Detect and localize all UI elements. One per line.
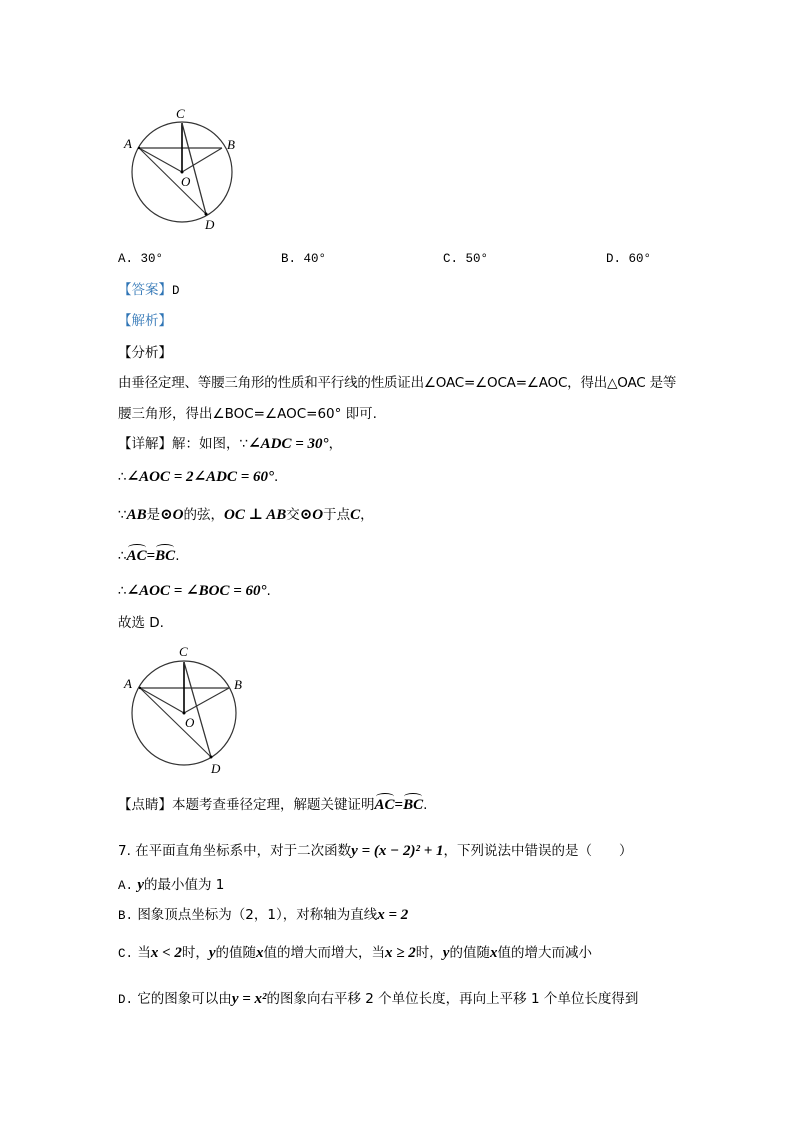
option-d bbox=[606, 252, 651, 266]
detail-intro: 解：如图， bbox=[172, 436, 240, 452]
label-a: A bbox=[124, 136, 132, 151]
option-b bbox=[281, 252, 326, 266]
answer-value: D bbox=[172, 284, 180, 298]
arc-bc: BC bbox=[155, 548, 176, 564]
option-letter: D. bbox=[118, 993, 134, 1007]
text: 时， bbox=[415, 945, 443, 961]
text-chord: 的弦， bbox=[183, 507, 225, 523]
option-value: 60° bbox=[628, 252, 652, 266]
label-b: B bbox=[234, 677, 242, 692]
ab-formula: AB bbox=[126, 507, 147, 523]
parabola-formula: y = x² bbox=[231, 991, 267, 1007]
circle-diagram-2 bbox=[110, 638, 280, 783]
period: . bbox=[266, 583, 271, 599]
label-b: B bbox=[227, 137, 235, 152]
circle-o-formula: ⊙O bbox=[299, 507, 324, 523]
circle-diagram-1 bbox=[110, 100, 270, 240]
therefore-symbol: ∴ bbox=[118, 548, 127, 564]
answer-line bbox=[118, 281, 180, 300]
label-c: C bbox=[179, 644, 188, 659]
option-a bbox=[118, 252, 163, 266]
var-x: x bbox=[256, 945, 264, 961]
question-7-stem bbox=[118, 842, 633, 860]
text: 时， bbox=[181, 945, 209, 961]
analysis-header: 【解析】 bbox=[118, 313, 172, 329]
option-text: 的最小值为 1 bbox=[143, 877, 225, 893]
option-text: 图象顶点坐标为（2，1），对称轴为直线 bbox=[137, 907, 378, 923]
conclusion: 故选 D. bbox=[118, 615, 164, 631]
dianjing-line bbox=[118, 796, 427, 814]
arc-ac: AC bbox=[126, 548, 147, 564]
equals: = bbox=[394, 797, 404, 813]
option-value: 30° bbox=[140, 252, 164, 266]
step4-formula: ∠AOC = ∠BOC = 60° bbox=[126, 583, 267, 599]
var-y: y bbox=[442, 945, 450, 961]
answer-header: 【答案】 bbox=[118, 282, 172, 298]
text: 值的增大而增大，当 bbox=[263, 945, 386, 961]
label-d: D bbox=[211, 761, 221, 776]
text: 的图象向右平移 2 个单位长度，再向上平移 1 个单位长度得到 bbox=[266, 991, 639, 1007]
inequality-formula: x ≥ 2 bbox=[385, 945, 416, 961]
label-a: A bbox=[124, 676, 132, 691]
option-value: 40° bbox=[303, 252, 327, 266]
comma: ， bbox=[328, 436, 343, 452]
q7-option-a bbox=[118, 876, 224, 895]
axis-formula: x = 2 bbox=[377, 907, 409, 923]
comma: ， bbox=[360, 507, 374, 523]
fenxi-header: 【分析】 bbox=[118, 345, 172, 361]
q7-option-b bbox=[118, 906, 408, 925]
circle-o-formula: ⊙O bbox=[160, 507, 184, 523]
equals: = bbox=[146, 548, 156, 564]
because-symbol: ∵ bbox=[118, 507, 127, 523]
period: . bbox=[423, 797, 428, 813]
given-formula: ∠ADC = 30° bbox=[248, 436, 329, 452]
option-letter: D. bbox=[606, 252, 622, 266]
option-letter: A. bbox=[118, 252, 134, 266]
detail-step-2 bbox=[118, 506, 374, 524]
var-y: y bbox=[208, 945, 216, 961]
step1-formula: ∠AOC = 2∠ADC = 60° bbox=[126, 469, 275, 485]
dianjing-text: 本题考查垂径定理，解题关键证明 bbox=[172, 797, 375, 813]
var-x: x bbox=[489, 945, 498, 961]
fenxi-line-2: 腰三角形，得出∠BOC=∠AOC=60° 即可. bbox=[118, 406, 377, 422]
q7-option-d bbox=[118, 990, 638, 1009]
option-letter: C. bbox=[118, 947, 134, 961]
option-c bbox=[443, 252, 488, 266]
fenxi-line-1: 由垂径定理、等腰三角形的性质和平行线的性质证出∠OAC=∠OCA=∠AOC，得出△OAC 是等 bbox=[118, 375, 677, 391]
label-o: O bbox=[181, 174, 191, 189]
detail-intro-line bbox=[118, 435, 342, 453]
detail-step-3 bbox=[118, 547, 179, 565]
stem-suffix: ，下列说法中错误的是（ ） bbox=[443, 843, 633, 859]
q7-option-c bbox=[118, 944, 592, 963]
dianjing-header: 【点睛】 bbox=[118, 797, 172, 813]
quadratic-formula: y = (x − 2)² + 1 bbox=[351, 843, 444, 859]
label-d: D bbox=[205, 217, 215, 232]
var-y: y bbox=[137, 877, 144, 893]
detail-step-1 bbox=[118, 468, 278, 486]
label-c: C bbox=[176, 106, 185, 121]
text: 的值随 bbox=[215, 945, 257, 961]
detail-step-4 bbox=[118, 582, 271, 600]
therefore-symbol: ∴ bbox=[118, 583, 127, 599]
because-symbol: ∵ bbox=[239, 436, 249, 452]
inequality-formula: x < 2 bbox=[150, 945, 182, 961]
text: 它的图象可以由 bbox=[137, 991, 232, 1007]
option-letter: C. bbox=[443, 252, 459, 266]
period: . bbox=[175, 548, 180, 564]
stem-prefix: 7. 在平面直角坐标系中，对于二次函数 bbox=[118, 843, 352, 859]
option-value: 50° bbox=[465, 252, 489, 266]
text: 的值随 bbox=[449, 945, 490, 961]
therefore-symbol: ∴ bbox=[118, 469, 127, 485]
point-c: C bbox=[350, 507, 361, 523]
option-letter: B. bbox=[118, 909, 134, 923]
perp-formula: OC ⊥ AB bbox=[224, 507, 287, 523]
option-letter: B. bbox=[281, 252, 297, 266]
text-is: 是 bbox=[146, 507, 161, 523]
option-letter: A. bbox=[118, 879, 134, 893]
period: . bbox=[274, 469, 279, 485]
detail-header: 【详解】 bbox=[118, 436, 172, 452]
arc-ac: AC bbox=[374, 797, 395, 813]
text-jiao: 交 bbox=[286, 507, 300, 523]
text: 当 bbox=[137, 945, 151, 961]
text-at-point: 于点 bbox=[323, 507, 351, 523]
label-o: O bbox=[185, 715, 195, 730]
arc-bc: BC bbox=[403, 797, 424, 813]
text: 值的增大而减小 bbox=[497, 945, 592, 961]
